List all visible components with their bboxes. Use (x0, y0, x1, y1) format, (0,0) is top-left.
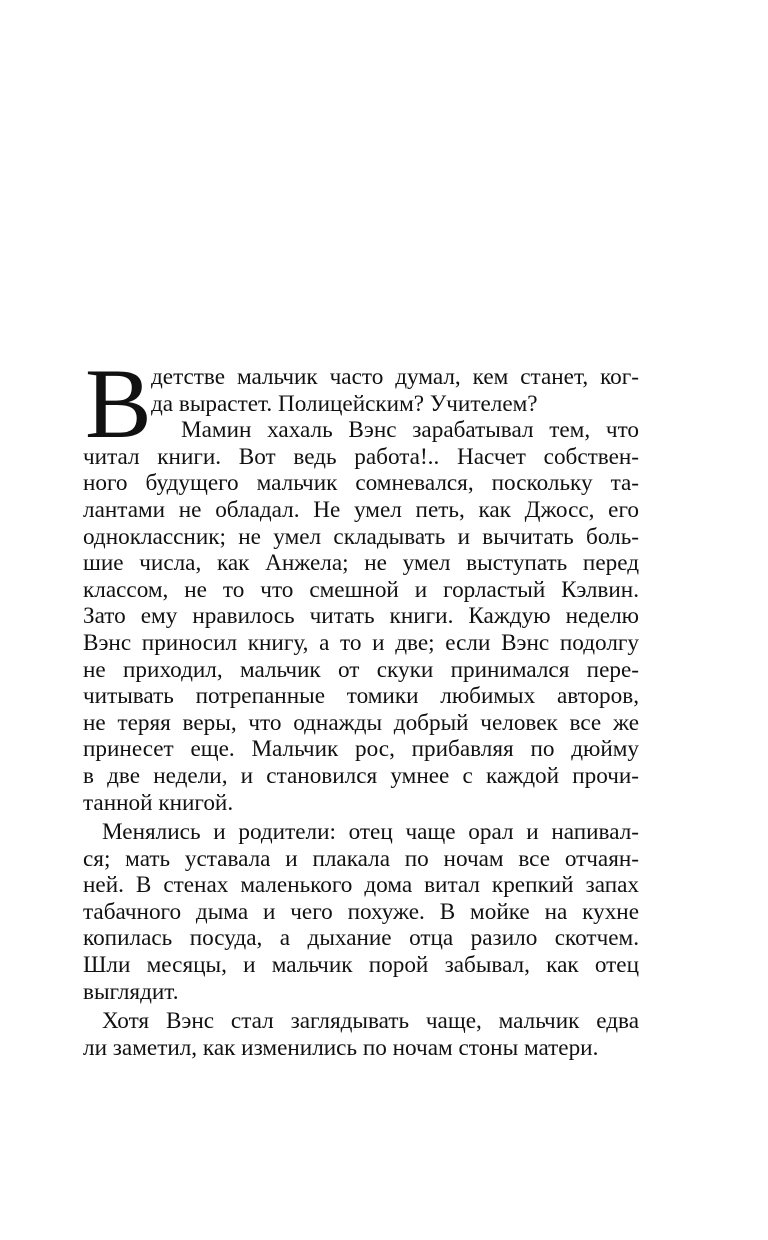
text-line: копилась посуда, а дыхание отца разило скотчем. (83, 925, 639, 952)
text-line: ней. В стенах маленького дома витал крепкий запах (83, 872, 639, 899)
text-line: читал книги. Вот ведь работа!.. Насчет собствен- (83, 443, 639, 470)
text-line: ного будущего мальчик сомневался, поскольку та- (83, 470, 639, 497)
text-line: не приходил, мальчик от скуки принимался пере- (83, 656, 639, 683)
paragraph-3 (83, 1008, 639, 1061)
text-line: да вырастет. Полицейским? Учителем? (151, 390, 538, 417)
text-line: шие числа, как Анжела; не умел выступать перед (83, 550, 639, 577)
text-line: не теряя веры, что однажды добрый человек все же (83, 709, 639, 736)
text-line: в две недели, и становился умнее с каждой прочи- (83, 762, 639, 789)
text-line: одноклассник; не умел складывать и вычитать боль- (83, 523, 639, 550)
text-line: детстве мальчик часто думал, кем станет, ког- (151, 364, 639, 390)
text-line: лантами не обладал. Не умел петь, как Джосс, его (83, 496, 639, 523)
text-line: Менялись и родители: отец чаще орал и напивал- (102, 819, 639, 846)
paragraph-1 (83, 364, 639, 816)
text-line: ся; мать уставала и плакала по ночам все отчаян- (83, 845, 639, 872)
text-line: выглядит. (83, 978, 179, 1005)
text-line: Вэнс приносил книгу, а то и две; если Вэнс подолгу (83, 629, 639, 656)
text-line: принесет еще. Мальчик рос, прибавляя по дюйму (83, 736, 639, 763)
text-line: Мамин хахаль Вэнс зарабатывал тем, что (181, 417, 639, 444)
text-line: Зато ему нравилось читать книги. Каждую неделю (83, 603, 639, 630)
page-text-block (83, 348, 639, 1061)
paragraph-2 (83, 819, 639, 1005)
text-line: читывать потрепанные томики любимых авторов, (83, 683, 639, 710)
drop-cap-letter: В (85, 348, 152, 459)
text-line: Шли месяцы, и мальчик порой забывал, как отец (83, 952, 639, 979)
text-line: танной книгой. (83, 789, 234, 816)
text-line: Хотя Вэнс стал заглядывать чаще, мальчик едва (102, 1008, 639, 1035)
text-line: ли заметил, как изменились по ночам стоны матери. (83, 1034, 599, 1061)
text-line: табачного дыма и чего похуже. В мойке на кухне (83, 898, 639, 925)
text-line: классом, не то что смешной и горластый Кэлвин. (83, 576, 639, 603)
